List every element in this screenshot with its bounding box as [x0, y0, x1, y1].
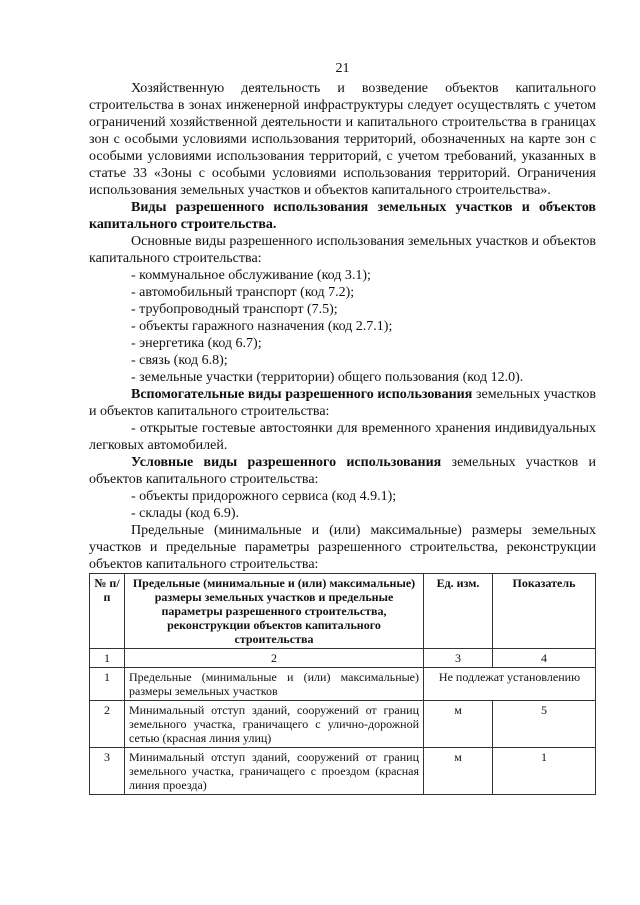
auxiliary-uses-rest: земельных участков и объектов капитального строительства:: [89, 387, 597, 419]
column-number: 3: [424, 649, 493, 668]
column-number: 2: [125, 649, 424, 668]
row-value: 1: [493, 748, 596, 795]
table-row: [90, 701, 596, 748]
section-heading-text: Виды разрешенного использования земельных участков и объектов капитального строительства.: [89, 200, 596, 232]
row-unit: м: [424, 748, 493, 795]
row-number: 3: [90, 748, 125, 795]
document-page: [89, 0, 596, 795]
header-num: № п/п: [90, 574, 125, 649]
list-item: - склады (код 6.9).: [131, 506, 240, 521]
column-number: 4: [493, 649, 596, 668]
auxiliary-uses-bold: Вспомогательные виды разрешенного использования: [131, 387, 473, 402]
row-param: Минимальный отступ зданий, сооружений от границ земельного участка, граничащего с улично-дорожной сетью (красная линия улиц): [125, 701, 424, 748]
list-item: - энергетика (код 6.7);: [131, 336, 262, 351]
list-item: - коммунальное обслуживание (код 3.1);: [131, 268, 371, 283]
header-param: Предельные (минимальные и (или) максимальные) размеры земельных участков и предельные параметры разрешенного строительства, реконструкции объектов капитального строительства: [125, 574, 424, 649]
header-value: Показатель: [493, 574, 596, 649]
conditional-uses-rest: земельных участков и объектов капитального строительства:: [89, 455, 596, 487]
row-number: 1: [90, 668, 125, 701]
row-unit: м: [424, 701, 493, 748]
table-row: [90, 748, 596, 795]
table-header-row: [90, 574, 596, 649]
column-number: 1: [90, 649, 125, 668]
row-param: Минимальный отступ зданий, сооружений от границ земельного участка, граничащего с проездом (красная линия проезда): [125, 748, 424, 795]
row-param: Предельные (минимальные и (или) максимальные) размеры земельных участков: [125, 668, 424, 701]
header-unit: Ед. изм.: [424, 574, 493, 649]
row-merged-value: Не подлежат установлению: [424, 668, 596, 701]
main-uses-intro: Основные виды разрешенного использования земельных участков и объектов капитального строительства:: [89, 234, 596, 266]
list-item: - земельные участки (территории) общего пользования (код 12.0).: [131, 370, 524, 385]
list-item: - открытые гостевые автостоянки для временного хранения индивидуальных легковых автомобилей.: [89, 421, 596, 453]
page-number: 21: [335, 61, 350, 76]
list-item: - связь (код 6.8);: [131, 353, 228, 368]
section-heading: [89, 199, 596, 233]
list-item: - объекты придорожного сервиса (код 4.9.1);: [131, 489, 397, 504]
list-item: - автомобильный транспорт (код 7.2);: [131, 285, 355, 300]
conditional-uses-bold: Условные виды разрешенного использования: [131, 455, 442, 470]
list-item: - объекты гаражного назначения (код 2.7.1);: [131, 319, 393, 334]
limits-intro: Предельные (минимальные и (или) максимальные) размеры земельных участков и предельные параметры разрешенного строительства, реконструкции объектов капитального строительства:: [89, 523, 596, 572]
table-column-numbers-row: [90, 649, 596, 668]
list-item: - трубопроводный транспорт (7.5);: [131, 302, 338, 317]
paragraph-restrictions: Хозяйственную деятельность и возведение объектов капитального строительства в зонах инженерной инфраструктуры следует осуществлять с учетом ограничений хозяйственной деятельности и капитального строительства в границах зон с особыми условиями использования территорий, обозначенных на карте зон с особыми условиями использования территорий, с учетом требований, указанных в статье 33 «Зоны с особыми условиями использования территорий. Ограничения использования земельных участков и объектов капитального строительства».: [89, 81, 596, 198]
parameters-table: [89, 573, 596, 795]
row-number: 2: [90, 701, 125, 748]
row-value: 5: [493, 701, 596, 748]
table-row: [90, 668, 596, 701]
conditional-uses-intro: [89, 454, 596, 488]
auxiliary-uses-intro: [89, 386, 596, 420]
